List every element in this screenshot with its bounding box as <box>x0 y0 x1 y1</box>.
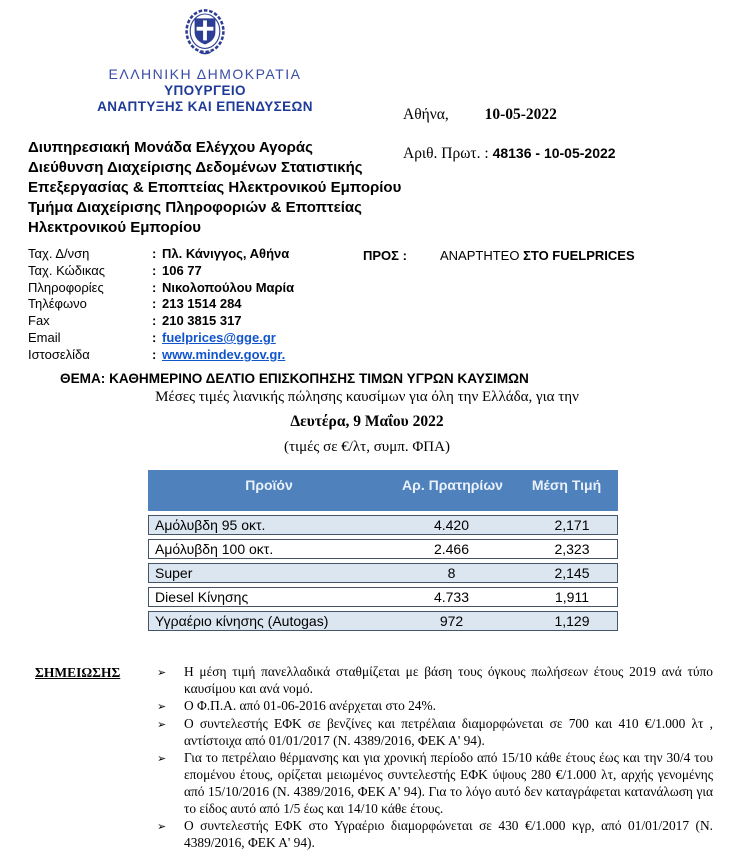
cell-price: 2,171 <box>554 517 590 533</box>
cell-stations: 4.420 <box>433 517 470 533</box>
list-item <box>157 697 713 715</box>
cell-product: Υγραέριο κίνησης (Autogas) <box>155 613 329 629</box>
cell-stations: 972 <box>439 613 464 629</box>
table-row <box>148 515 618 535</box>
contact-row-address <box>28 246 373 263</box>
cell-price: 2,145 <box>554 565 590 581</box>
column-header-avg-price: Μέση Τιμή <box>531 477 602 493</box>
subtitle-date: Δευτέρα, 9 Μαΐου 2022 <box>290 413 444 430</box>
department-block <box>28 138 410 238</box>
city-date-line <box>403 106 557 124</box>
colon: : <box>152 279 157 295</box>
contact-value: 106 77 <box>162 262 202 278</box>
table-row <box>148 611 618 631</box>
table-row <box>148 539 618 559</box>
note-text: Ο συντελεστής ΕΦΚ στο Υγραέριο διαμορφώνεται σε 430 €/1.000 κγρ, από 01/01/2017 (Ν. 4389/2016, ΦΕΚ Α' 94). <box>184 818 713 850</box>
hellenic-republic-title: ΕΛΛΗΝΙΚΗ ΔΗΜΟΚΡΑΤΙΑ <box>108 66 302 82</box>
note-text: Για το πετρέλαιο θέρμανσης και για χρονική περίοδο από 15/10 κάθε έτους έως και την 30/4 του επομένου έτους, ορίζεται μειωμένος συντελεστής ΕΦΚ ύψους 280 €/1.000 λτ, αρχής γενομένης από 15/10/2016 (Ν. 4389/2016, ΦΕΚ Α' 94). Για το λόγο αυτό δεν καταγράφεται κατανάλωση για το είδος αυτό από 1/5 έως και 14/10 κάθε έτους. <box>184 750 713 816</box>
contact-row-fax <box>28 313 373 330</box>
list-item <box>157 749 713 817</box>
department-unit: Διυπηρεσιακή Μονάδα Ελέγχου Αγοράς <box>28 139 313 156</box>
email-link[interactable]: fuelprices@gge.gr <box>162 329 276 345</box>
contact-label: Ιστοσελίδα <box>28 346 90 362</box>
contact-label: Πληροφορίες <box>28 279 104 295</box>
arrow-bullet-icon: ➢ <box>157 666 167 679</box>
list-item <box>157 817 713 850</box>
contact-label: Email <box>28 329 61 345</box>
notes-heading: ΣΗΜΕΙΩΣΗΣ <box>35 665 121 680</box>
arrow-bullet-icon: ➢ <box>157 752 167 765</box>
table-body <box>148 515 618 631</box>
ministry-header <box>55 6 355 114</box>
cell-product: Super <box>155 565 193 581</box>
greek-coat-of-arms-icon <box>181 6 229 63</box>
column-header-product: Προϊόν <box>245 477 293 493</box>
contact-label: Ταχ. Κώδικας <box>28 262 105 278</box>
colon: : <box>152 296 157 312</box>
contact-row-postcode <box>28 263 373 280</box>
contact-row-phone <box>28 296 373 313</box>
list-item <box>157 715 713 749</box>
department-directorate: Διεύθυνση Διαχείρισης Δεδομένων Στατιστικής Επεξεργασίας & Εποπτείας Ηλεκτρονικού Εμπορίου <box>28 159 402 196</box>
fuel-price-table <box>148 470 618 635</box>
table-row <box>148 563 618 583</box>
cell-stations: 4.733 <box>433 589 470 605</box>
table-header-row <box>148 470 618 511</box>
colon: : <box>152 329 157 345</box>
subtitle-unit: (τιμές σε €/λτ, συμπ. ΦΠΑ) <box>284 439 450 455</box>
note-text: Ο Φ.Π.Α. από 01-06-2016 ανέρχεται στο 24%. <box>184 698 437 713</box>
arrow-bullet-icon: ➢ <box>157 718 167 731</box>
subtitle-description: Μέσες τιμές λιανικής πώλησης καυσίμων για όλη την Ελλάδα, για την <box>155 389 579 405</box>
ministry-line1: ΥΠΟΥΡΓΕΙΟ <box>164 83 246 98</box>
notes-list <box>157 663 713 850</box>
contact-row-website <box>28 347 373 364</box>
contact-label: Fax <box>28 313 50 329</box>
cell-product: Αμόλυβδη 100 οκτ. <box>155 541 274 557</box>
website-link[interactable]: www.mindev.gov.gr. <box>162 346 286 362</box>
column-header-stations: Αρ. Πρατηρίων <box>402 477 503 493</box>
colon: : <box>152 346 157 362</box>
recipient-block <box>363 248 635 263</box>
contact-value: 213 1514 284 <box>162 296 242 312</box>
cell-stations: 8 <box>447 565 456 581</box>
arrow-bullet-icon: ➢ <box>157 820 167 833</box>
note-text: Η μέση τιμή πανελλαδικά σταθμίζεται με βάση τους όγκους πωλήσεων έτους 2019 ανά τύπο καυσίμου και ανά νομό. <box>184 664 713 696</box>
contact-value: 210 3815 317 <box>162 313 242 329</box>
document-date: 10-05-2022 <box>484 106 557 123</box>
arrow-bullet-icon: ➢ <box>157 700 167 713</box>
contact-value: Νικολοπούλου Μαρία <box>162 279 295 295</box>
note-text: Ο συντελεστής ΕΦΚ σε βενζίνες και πετρέλαια διαμορφώνεται σε 700 και 410 €/1.000 λτ , αντίστοιχα από 01/01/2017 (Ν. 4389/2016, ΦΕΚ Α' 94). <box>184 716 713 748</box>
city-label: Αθήνα, <box>403 106 449 123</box>
recipient-value-bold: ΣΤΟ FUELPRICES <box>523 248 635 263</box>
contact-label: Ταχ. Δ/νση <box>28 246 90 261</box>
colon: : <box>152 262 157 278</box>
contact-row-information <box>28 280 373 297</box>
cell-price: 2,323 <box>554 541 590 557</box>
contact-row-email <box>28 330 373 347</box>
contact-value: Πλ. Κάνιγγος, Αθήνα <box>162 246 290 261</box>
department-section: Τμήμα Διαχείρισης Πληροφοριών & Εποπτείας Ηλεκτρονικού Εμπορίου <box>28 199 362 236</box>
cell-product: Diesel Κίνησης <box>155 589 249 605</box>
list-item <box>157 663 713 697</box>
cell-product: Αμόλυβδη 95 οκτ. <box>155 517 266 533</box>
colon: : <box>152 246 157 261</box>
cell-price: 1,129 <box>554 613 590 629</box>
cell-price: 1,911 <box>555 589 589 605</box>
table-row <box>148 587 618 607</box>
protocol-label: Αριθ. Πρωτ. : <box>403 145 493 162</box>
contact-block <box>28 246 373 364</box>
colon: : <box>152 313 157 329</box>
protocol-line <box>403 145 616 163</box>
ministry-line2: ΑΝΑΠΤΥΞΗΣ ΚΑΙ ΕΠΕΝΔΥΣΕΩΝ <box>97 99 313 114</box>
subject-line: ΘΕΜΑ: ΚΑΘΗΜΕΡΙΝΟ ΔΕΛΤΙΟ ΕΠΙΣΚΟΠΗΣΗΣ ΤΙΜΩΝ ΥΓΡΩΝ ΚΑΥΣΙΜΩΝ <box>60 371 529 386</box>
contact-label: Τηλέφωνο <box>28 296 87 312</box>
recipient-label: ΠΡΟΣ : <box>363 248 407 263</box>
recipient-value-normal: ΑΝΑΡΤΗΤΕΟ <box>440 248 524 263</box>
cell-stations: 2.466 <box>433 541 470 557</box>
protocol-number: 48136 - 10-05-2022 <box>492 145 616 161</box>
